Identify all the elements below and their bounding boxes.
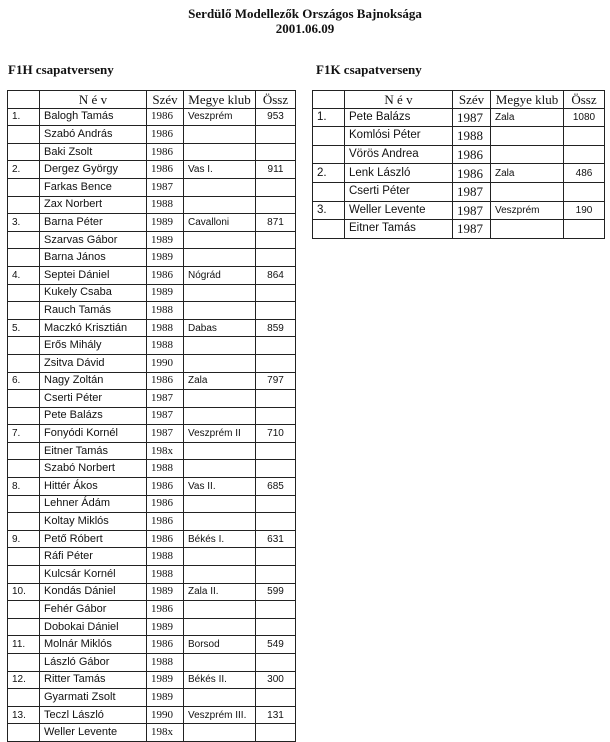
- club-cell: Zala: [491, 164, 564, 183]
- name-cell: Dobokai Dániel: [40, 618, 147, 636]
- year-cell: 1989: [147, 284, 184, 302]
- table-row: [8, 583, 296, 601]
- club-cell: [184, 601, 256, 619]
- year-cell: 1988: [147, 566, 184, 584]
- rank-cell: [8, 284, 40, 302]
- club-cell: Veszprém II: [184, 425, 256, 443]
- score-cell: [256, 442, 296, 460]
- rank-cell: [8, 407, 40, 425]
- year-cell: 1990: [147, 354, 184, 372]
- year-cell: 1989: [147, 249, 184, 267]
- rank-cell: [313, 182, 345, 201]
- score-cell: [256, 724, 296, 742]
- name-cell: Barna János: [40, 249, 147, 267]
- club-cell: [184, 143, 256, 161]
- year-cell: 1986: [453, 145, 491, 164]
- year-cell: 1986: [147, 478, 184, 496]
- name-column-header: N é v: [345, 91, 453, 109]
- year-cell: 1988: [147, 302, 184, 320]
- name-cell: Erős Mihály: [40, 337, 147, 355]
- score-cell: [256, 566, 296, 584]
- year-cell: 1989: [147, 231, 184, 249]
- club-cell: [184, 724, 256, 742]
- rank-cell: [8, 566, 40, 584]
- year-cell: 1986: [147, 495, 184, 513]
- rank-cell: [8, 442, 40, 460]
- name-cell: Lenk László: [345, 164, 453, 183]
- name-cell: Molnár Miklós: [40, 636, 147, 654]
- score-cell: 871: [256, 214, 296, 232]
- table-row: [8, 566, 296, 584]
- name-cell: Fonyódi Kornél: [40, 425, 147, 443]
- year-cell: 1988: [147, 319, 184, 337]
- table-row: [8, 143, 296, 161]
- name-cell: Ritter Tamás: [40, 671, 147, 689]
- rank-cell: [8, 126, 40, 144]
- table-row: [8, 407, 296, 425]
- year-cell: 1989: [147, 583, 184, 601]
- rank-cell: 2.: [8, 161, 40, 179]
- rank-cell: 1.: [8, 108, 40, 126]
- score-cell: [256, 495, 296, 513]
- f1h-header-row: [8, 91, 296, 109]
- rank-cell: 9.: [8, 530, 40, 548]
- table-row: [8, 390, 296, 408]
- rank-cell: [8, 689, 40, 707]
- score-cell: [256, 196, 296, 214]
- year-cell: 1986: [147, 601, 184, 619]
- score-cell: 797: [256, 372, 296, 390]
- score-cell: 599: [256, 583, 296, 601]
- rank-cell: [313, 220, 345, 239]
- score-cell: 631: [256, 530, 296, 548]
- club-cell: [184, 548, 256, 566]
- name-cell: Nagy Zoltán: [40, 372, 147, 390]
- year-cell: 1987: [147, 407, 184, 425]
- year-cell: 1987: [453, 108, 491, 127]
- rank-cell: [8, 178, 40, 196]
- score-cell: [256, 249, 296, 267]
- rank-cell: [8, 354, 40, 372]
- name-cell: Vörös Andrea: [345, 145, 453, 164]
- score-cell: 864: [256, 266, 296, 284]
- table-row: [8, 126, 296, 144]
- score-cell: [564, 127, 605, 146]
- year-cell: 1989: [147, 214, 184, 232]
- year-column-header: Szév: [147, 91, 184, 109]
- club-cell: Nógrád: [184, 266, 256, 284]
- table-row: [8, 654, 296, 672]
- table-row: [8, 460, 296, 478]
- rank-cell: [8, 390, 40, 408]
- table-row: [8, 689, 296, 707]
- table-row: [8, 495, 296, 513]
- name-cell: Komlósi Péter: [345, 127, 453, 146]
- table-row: [8, 319, 296, 337]
- score-cell: 190: [564, 201, 605, 220]
- table-row: [313, 108, 605, 127]
- table-row: [313, 164, 605, 183]
- name-cell: Zsitva Dávid: [40, 354, 147, 372]
- table-row: [8, 266, 296, 284]
- name-cell: Hittér Ákos: [40, 478, 147, 496]
- score-cell: 859: [256, 319, 296, 337]
- score-cell: [564, 182, 605, 201]
- page-date: 2001.06.09: [275, 21, 335, 36]
- table-row: [8, 284, 296, 302]
- club-cell: Cavalloni: [184, 214, 256, 232]
- name-cell: Ráfi Péter: [40, 548, 147, 566]
- year-cell: 198x: [147, 724, 184, 742]
- name-cell: Weller Levente: [40, 724, 147, 742]
- club-cell: [184, 495, 256, 513]
- name-cell: Szarvas Gábor: [40, 231, 147, 249]
- name-cell: Farkas Bence: [40, 178, 147, 196]
- score-cell: [256, 654, 296, 672]
- club-cell: Borsod: [184, 636, 256, 654]
- table-row: [8, 214, 296, 232]
- club-cell: [184, 126, 256, 144]
- year-cell: 1988: [147, 337, 184, 355]
- name-cell: Eitner Tamás: [40, 442, 147, 460]
- year-cell: 1989: [147, 689, 184, 707]
- score-cell: 1080: [564, 108, 605, 127]
- year-cell: 1987: [147, 390, 184, 408]
- club-cell: [491, 145, 564, 164]
- club-cell: Veszprém: [491, 201, 564, 220]
- name-cell: Kukely Csaba: [40, 284, 147, 302]
- rank-column-header: [8, 91, 40, 109]
- score-cell: [256, 284, 296, 302]
- name-cell: László Gábor: [40, 654, 147, 672]
- club-cell: [184, 249, 256, 267]
- rank-cell: [313, 145, 345, 164]
- rank-cell: [313, 127, 345, 146]
- rank-cell: 2.: [313, 164, 345, 183]
- score-cell: 549: [256, 636, 296, 654]
- name-cell: Koltay Miklós: [40, 513, 147, 531]
- club-cell: [184, 196, 256, 214]
- rank-cell: [8, 302, 40, 320]
- club-cell: Veszprém: [184, 108, 256, 126]
- year-cell: 1986: [147, 636, 184, 654]
- score-cell: [256, 126, 296, 144]
- club-cell: [184, 618, 256, 636]
- rank-column-header: [313, 91, 345, 109]
- club-column-header: Megye klub: [491, 91, 564, 109]
- club-cell: [491, 127, 564, 146]
- club-cell: [184, 566, 256, 584]
- year-cell: 1987: [147, 425, 184, 443]
- club-cell: [184, 513, 256, 531]
- year-cell: 1986: [147, 126, 184, 144]
- f1h-results-table: [7, 90, 296, 742]
- table-row: [8, 372, 296, 390]
- table-row: [8, 249, 296, 267]
- name-cell: Pető Róbert: [40, 530, 147, 548]
- name-cell: Cserti Péter: [345, 182, 453, 201]
- table-row: [8, 601, 296, 619]
- table-row: [8, 108, 296, 126]
- table-row: [8, 636, 296, 654]
- table-row: [8, 530, 296, 548]
- rank-cell: [8, 143, 40, 161]
- year-cell: 1990: [147, 706, 184, 724]
- year-column-header: Szév: [453, 91, 491, 109]
- name-cell: Eitner Tamás: [345, 220, 453, 239]
- score-cell: 131: [256, 706, 296, 724]
- f1h-section-title: F1H csapatverseny: [8, 62, 114, 77]
- club-cell: [491, 182, 564, 201]
- rank-cell: [8, 548, 40, 566]
- name-cell: Zax Norbert: [40, 196, 147, 214]
- table-row: [313, 220, 605, 239]
- club-cell: Békés I.: [184, 530, 256, 548]
- name-cell: Kondás Dániel: [40, 583, 147, 601]
- score-cell: 300: [256, 671, 296, 689]
- score-cell: [256, 302, 296, 320]
- name-cell: Dergez György: [40, 161, 147, 179]
- club-cell: Vas II.: [184, 478, 256, 496]
- table-row: [8, 618, 296, 636]
- name-cell: Maczkó Krisztián: [40, 319, 147, 337]
- table-row: [8, 178, 296, 196]
- score-cell: [256, 548, 296, 566]
- club-cell: [184, 654, 256, 672]
- table-row: [8, 161, 296, 179]
- rank-cell: 8.: [8, 478, 40, 496]
- score-cell: [256, 407, 296, 425]
- table-row: [313, 201, 605, 220]
- year-cell: 1986: [147, 108, 184, 126]
- name-cell: Kulcsár Kornél: [40, 566, 147, 584]
- table-row: [313, 145, 605, 164]
- name-cell: Balogh Tamás: [40, 108, 147, 126]
- club-cell: [184, 442, 256, 460]
- year-cell: 198x: [147, 442, 184, 460]
- year-cell: 1987: [453, 182, 491, 201]
- rank-cell: [8, 196, 40, 214]
- page-title: Serdülő Modellezők Országos Bajnoksága: [188, 6, 422, 21]
- score-cell: [256, 354, 296, 372]
- club-cell: Dabas: [184, 319, 256, 337]
- club-cell: Zala: [184, 372, 256, 390]
- club-cell: [184, 178, 256, 196]
- club-cell: [184, 390, 256, 408]
- rank-cell: 4.: [8, 266, 40, 284]
- rank-cell: 12.: [8, 671, 40, 689]
- name-column-header: N é v: [40, 91, 147, 109]
- rank-cell: [8, 513, 40, 531]
- rank-cell: [8, 460, 40, 478]
- name-cell: Pete Balázs: [40, 407, 147, 425]
- club-cell: [184, 337, 256, 355]
- name-cell: Fehér Gábor: [40, 601, 147, 619]
- score-cell: [564, 220, 605, 239]
- table-row: [8, 231, 296, 249]
- year-cell: 1986: [147, 513, 184, 531]
- name-cell: Pete Balázs: [345, 108, 453, 127]
- score-cell: [256, 513, 296, 531]
- score-column-header: Össz: [256, 91, 296, 109]
- rank-cell: 11.: [8, 636, 40, 654]
- f1k-results-table: [312, 90, 605, 239]
- score-cell: 911: [256, 161, 296, 179]
- table-row: [8, 302, 296, 320]
- f1k-section-title: F1K csapatverseny: [316, 62, 422, 77]
- name-cell: Szabó András: [40, 126, 147, 144]
- rank-cell: 3.: [8, 214, 40, 232]
- table-row: [313, 127, 605, 146]
- score-cell: 953: [256, 108, 296, 126]
- year-cell: 1986: [147, 372, 184, 390]
- score-cell: [256, 143, 296, 161]
- club-cell: [184, 354, 256, 372]
- rank-cell: [8, 249, 40, 267]
- year-cell: 1987: [453, 201, 491, 220]
- rank-cell: [8, 601, 40, 619]
- club-column-header: Megye klub: [184, 91, 256, 109]
- year-cell: 1989: [147, 671, 184, 689]
- table-row: [8, 478, 296, 496]
- club-cell: [184, 407, 256, 425]
- name-cell: Lehner Ádám: [40, 495, 147, 513]
- year-cell: 1987: [147, 178, 184, 196]
- rank-cell: [8, 231, 40, 249]
- club-cell: [184, 689, 256, 707]
- rank-cell: 10.: [8, 583, 40, 601]
- rank-cell: 1.: [313, 108, 345, 127]
- year-cell: 1987: [453, 220, 491, 239]
- rank-cell: 7.: [8, 425, 40, 443]
- score-cell: [256, 178, 296, 196]
- year-cell: 1986: [147, 530, 184, 548]
- club-cell: Békés II.: [184, 671, 256, 689]
- score-cell: [256, 460, 296, 478]
- score-cell: 710: [256, 425, 296, 443]
- year-cell: 1988: [453, 127, 491, 146]
- score-cell: [256, 618, 296, 636]
- club-cell: [184, 231, 256, 249]
- rank-cell: 13.: [8, 706, 40, 724]
- table-row: [8, 442, 296, 460]
- score-cell: [256, 231, 296, 249]
- score-cell: [256, 601, 296, 619]
- name-cell: Gyarmati Zsolt: [40, 689, 147, 707]
- name-cell: Rauch Tamás: [40, 302, 147, 320]
- year-cell: 1988: [147, 460, 184, 478]
- name-cell: Barna Péter: [40, 214, 147, 232]
- club-cell: Veszprém III.: [184, 706, 256, 724]
- club-cell: [184, 284, 256, 302]
- rank-cell: [8, 654, 40, 672]
- year-cell: 1989: [147, 618, 184, 636]
- rank-cell: 6.: [8, 372, 40, 390]
- name-cell: Teczl László: [40, 706, 147, 724]
- name-cell: Cserti Péter: [40, 390, 147, 408]
- table-row: [8, 706, 296, 724]
- year-cell: 1986: [147, 161, 184, 179]
- table-row: [8, 337, 296, 355]
- score-cell: [256, 337, 296, 355]
- table-row: [8, 196, 296, 214]
- score-cell: [564, 145, 605, 164]
- year-cell: 1986: [147, 266, 184, 284]
- table-row: [8, 548, 296, 566]
- club-cell: Zala: [491, 108, 564, 127]
- year-cell: 1988: [147, 654, 184, 672]
- year-cell: 1986: [147, 143, 184, 161]
- score-cell: [256, 689, 296, 707]
- score-cell: 486: [564, 164, 605, 183]
- score-column-header: Össz: [564, 91, 605, 109]
- year-cell: 1988: [147, 196, 184, 214]
- club-cell: [491, 220, 564, 239]
- rank-cell: [8, 724, 40, 742]
- rank-cell: [8, 618, 40, 636]
- name-cell: Septei Dániel: [40, 266, 147, 284]
- year-cell: 1986: [453, 164, 491, 183]
- club-cell: Vas I.: [184, 161, 256, 179]
- f1k-header-row: [313, 91, 605, 109]
- table-row: [8, 354, 296, 372]
- year-cell: 1988: [147, 548, 184, 566]
- score-cell: 685: [256, 478, 296, 496]
- rank-cell: [8, 337, 40, 355]
- table-row: [8, 513, 296, 531]
- name-cell: Baki Zsolt: [40, 143, 147, 161]
- rank-cell: 3.: [313, 201, 345, 220]
- table-row: [8, 425, 296, 443]
- club-cell: [184, 302, 256, 320]
- club-cell: Zala II.: [184, 583, 256, 601]
- rank-cell: [8, 495, 40, 513]
- name-cell: Szabó Norbert: [40, 460, 147, 478]
- table-row: [8, 724, 296, 742]
- score-cell: [256, 390, 296, 408]
- page-header: [0, 6, 610, 36]
- club-cell: [184, 460, 256, 478]
- rank-cell: 5.: [8, 319, 40, 337]
- table-row: [313, 182, 605, 201]
- name-cell: Weller Levente: [345, 201, 453, 220]
